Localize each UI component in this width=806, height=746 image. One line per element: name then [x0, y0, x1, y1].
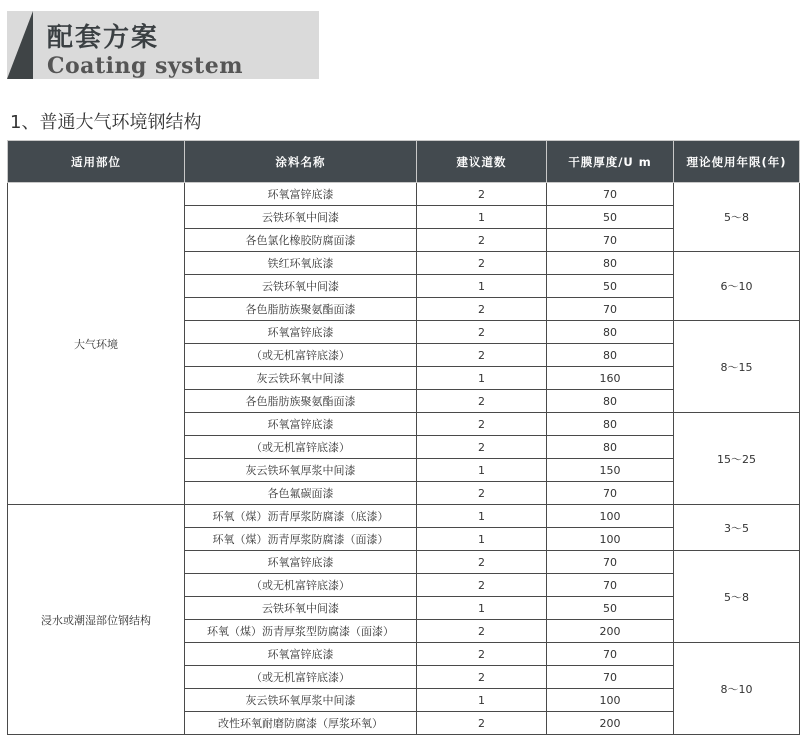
table-body	[8, 183, 800, 735]
cell-coating-name: （或无机富锌底漆）	[185, 344, 417, 367]
cell-thickness: 100	[547, 505, 674, 528]
cell-part: 大气环境	[8, 183, 185, 505]
cell-coating-name: 改性环氧耐磨防腐漆（厚浆环氧）	[185, 712, 417, 735]
cell-passes: 1	[417, 597, 547, 620]
cell-coating-name: 各色氯化橡胶防腐面漆	[185, 229, 417, 252]
cell-thickness: 80	[547, 252, 674, 275]
cell-passes: 1	[417, 505, 547, 528]
cell-passes: 2	[417, 643, 547, 666]
banner-accent	[7, 11, 33, 79]
cell-passes: 2	[417, 413, 547, 436]
header-part: 适用部位	[8, 141, 185, 183]
cell-coating-name: 云铁环氧中间漆	[185, 275, 417, 298]
cell-passes: 1	[417, 367, 547, 390]
cell-passes: 2	[417, 574, 547, 597]
cell-passes: 2	[417, 712, 547, 735]
cell-passes: 1	[417, 459, 547, 482]
cell-coating-name: 环氧（煤）沥青厚浆型防腐漆（面漆）	[185, 620, 417, 643]
header-thickness: 干膜厚度/U m	[547, 141, 674, 183]
cell-passes: 2	[417, 390, 547, 413]
cell-passes: 2	[417, 620, 547, 643]
cell-thickness: 200	[547, 712, 674, 735]
cell-thickness: 100	[547, 528, 674, 551]
section-title: 1、普通大气环境钢结构	[10, 112, 202, 133]
cell-passes: 2	[417, 436, 547, 459]
cell-thickness: 70	[547, 643, 674, 666]
cell-service-life: 8～15	[674, 321, 800, 413]
header-service-life: 理论使用年限(年)	[674, 141, 800, 183]
cell-coating-name: 灰云铁环氧厚浆中间漆	[185, 689, 417, 712]
cell-coating-name: 各色脂肪族聚氨酯面漆	[185, 298, 417, 321]
cell-passes: 2	[417, 482, 547, 505]
header-coating-name: 涂料名称	[185, 141, 417, 183]
cell-coating-name: （或无机富锌底漆）	[185, 574, 417, 597]
table-row	[8, 183, 800, 206]
cell-thickness: 80	[547, 436, 674, 459]
cell-passes: 2	[417, 551, 547, 574]
cell-service-life: 6～10	[674, 252, 800, 321]
cell-thickness: 80	[547, 344, 674, 367]
cell-thickness: 70	[547, 298, 674, 321]
cell-coating-name: （或无机富锌底漆）	[185, 666, 417, 689]
cell-part: 浸水或潮湿部位钢结构	[8, 505, 185, 735]
cell-thickness: 80	[547, 321, 674, 344]
cell-passes: 1	[417, 206, 547, 229]
banner-title-en: Coating system	[47, 53, 243, 79]
cell-passes: 2	[417, 666, 547, 689]
cell-thickness: 50	[547, 206, 674, 229]
cell-passes: 2	[417, 298, 547, 321]
cell-thickness: 80	[547, 413, 674, 436]
cell-thickness: 50	[547, 275, 674, 298]
section-banner	[7, 11, 319, 79]
cell-coating-name: （或无机富锌底漆）	[185, 436, 417, 459]
table-header-row	[8, 141, 800, 183]
cell-thickness: 80	[547, 390, 674, 413]
cell-thickness: 70	[547, 574, 674, 597]
cell-coating-name: 环氧（煤）沥青厚浆防腐漆（底漆）	[185, 505, 417, 528]
cell-service-life: 8～10	[674, 643, 800, 735]
cell-passes: 2	[417, 252, 547, 275]
cell-thickness: 100	[547, 689, 674, 712]
cell-passes: 2	[417, 321, 547, 344]
coating-table	[7, 140, 800, 735]
cell-service-life: 15～25	[674, 413, 800, 505]
cell-thickness: 200	[547, 620, 674, 643]
cell-coating-name: 云铁环氧中间漆	[185, 206, 417, 229]
cell-thickness: 50	[547, 597, 674, 620]
cell-coating-name: 环氧富锌底漆	[185, 551, 417, 574]
cell-service-life: 5～8	[674, 551, 800, 643]
cell-thickness: 70	[547, 229, 674, 252]
cell-passes: 1	[417, 689, 547, 712]
header-passes: 建议道数	[417, 141, 547, 183]
cell-service-life: 3～5	[674, 505, 800, 551]
cell-thickness: 150	[547, 459, 674, 482]
cell-passes: 1	[417, 275, 547, 298]
cell-thickness: 160	[547, 367, 674, 390]
cell-thickness: 70	[547, 551, 674, 574]
cell-coating-name: 环氧（煤）沥青厚浆防腐漆（面漆）	[185, 528, 417, 551]
cell-coating-name: 环氧富锌底漆	[185, 321, 417, 344]
cell-coating-name: 环氧富锌底漆	[185, 183, 417, 206]
cell-service-life: 5～8	[674, 183, 800, 252]
cell-coating-name: 铁红环氧底漆	[185, 252, 417, 275]
cell-passes: 1	[417, 528, 547, 551]
cell-coating-name: 灰云铁环氧厚浆中间漆	[185, 459, 417, 482]
cell-coating-name: 各色氟碳面漆	[185, 482, 417, 505]
cell-coating-name: 灰云铁环氧中间漆	[185, 367, 417, 390]
cell-thickness: 70	[547, 183, 674, 206]
table-row	[8, 505, 800, 528]
cell-passes: 2	[417, 229, 547, 252]
banner-title-cn: 配套方案	[47, 23, 160, 53]
cell-coating-name: 各色脂肪族聚氨酯面漆	[185, 390, 417, 413]
cell-thickness: 70	[547, 666, 674, 689]
cell-coating-name: 云铁环氧中间漆	[185, 597, 417, 620]
cell-passes: 2	[417, 344, 547, 367]
cell-thickness: 70	[547, 482, 674, 505]
cell-coating-name: 环氧富锌底漆	[185, 643, 417, 666]
cell-passes: 2	[417, 183, 547, 206]
cell-coating-name: 环氧富锌底漆	[185, 413, 417, 436]
